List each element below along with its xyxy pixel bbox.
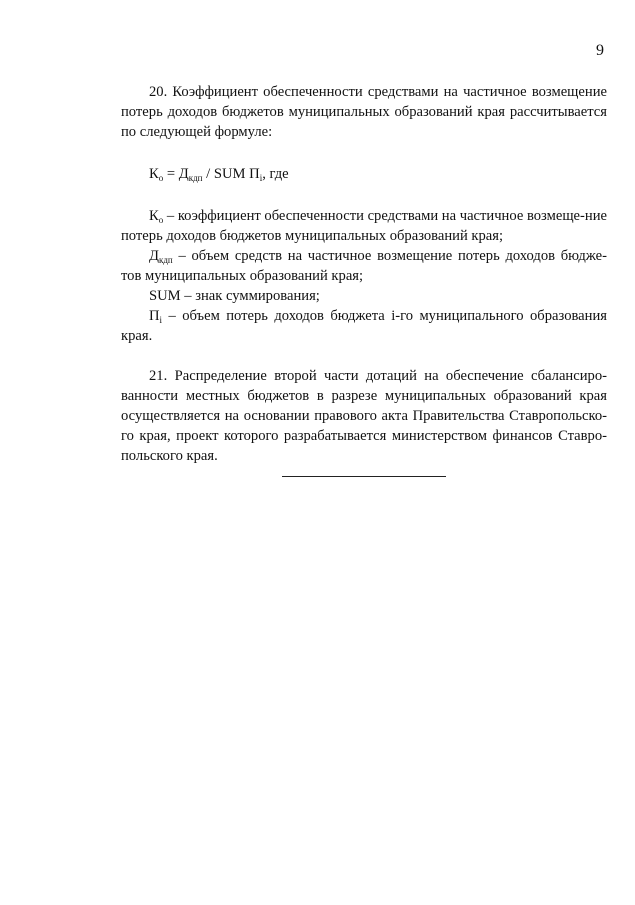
definition-d-sub: кдп [158,255,173,265]
definition-d-symbol: Д [149,248,159,264]
definition-ko-symbol: К [149,208,159,224]
page-number: 9 [596,42,604,59]
definition-ko [121,206,607,246]
paragraph-21: 21. Распределение второй части дотаций на обеспечение сбалансиро-ванности местных бюджетов в разрезе муниципальных образований края осуществляется на основании правового акта Правительства Ставропольско-го края, проект которого разрабатывается министерством финансов Ставро-польского края. [121,368,607,464]
definition-p-text: – объем потерь доходов бюджета i-го муниципального образования края. [121,308,607,344]
paragraph-20: 20. Коэффициент обеспеченности средствами на частичное возмещение потерь доходов бюджетов муниципальных образований края рассчитывается по следующей формуле: [121,84,607,140]
formula-d-sub: кдп [188,173,203,183]
formula-k: К [149,166,159,182]
definition-ko-text: – коэффициент обеспеченности средствами на частичное возмеще-ние потерь доходов бюджетов муниципальных образований края; [121,208,607,244]
formula-eq: = [163,166,179,182]
definition-p-sub: i [159,315,163,325]
formula-mid: / SUM П [202,166,260,182]
formula [121,164,607,184]
separator-line [282,476,446,477]
definition-ko-sub: о [158,215,164,225]
formula-tail: , где [262,166,289,182]
definition-d [121,246,607,286]
definition-p [121,306,607,346]
formula-d: Д [178,166,189,182]
definition-sum: SUM – знак суммирования; [149,288,320,304]
formula-k-sub: о [158,173,164,183]
document-body [121,82,607,466]
formula-p-sub: i [259,173,263,183]
definition-d-text: – объем средств на частичное возмещение потерь доходов бюдже-тов муниципальных образований края; [121,248,607,284]
definition-p-symbol: П [149,308,160,324]
